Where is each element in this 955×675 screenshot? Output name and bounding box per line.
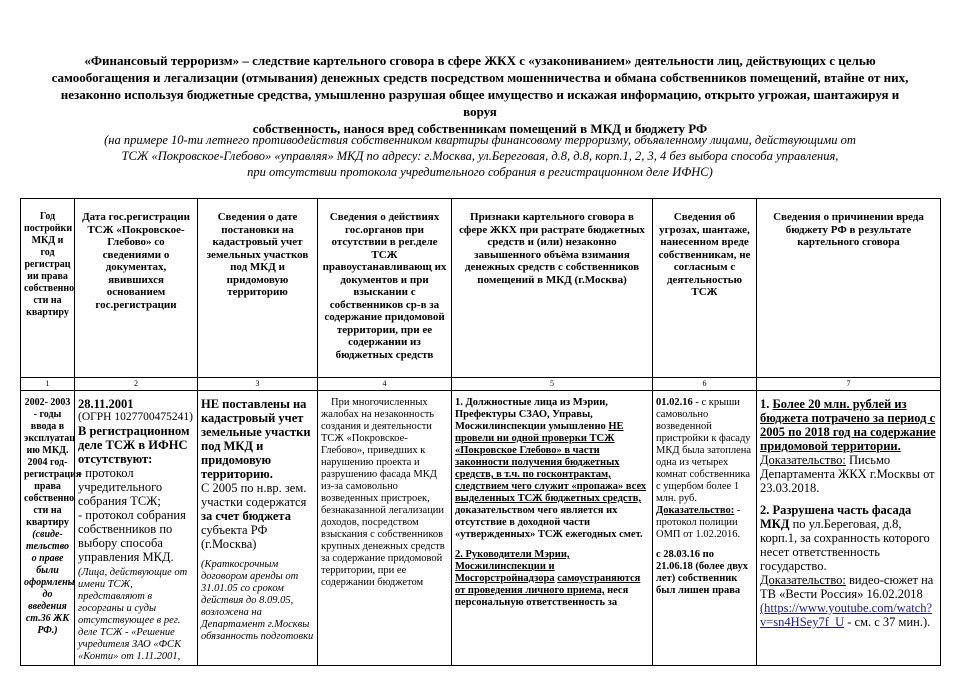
column-number: 1 bbox=[21, 378, 75, 391]
header-cell: Признаки картельного сговора в сфере ЖКХ при растрате бюджетных средств и (или) незаконно завышенного объёма взимания денежных средств с собственников помещений в МКД (г.Москва) bbox=[452, 199, 653, 378]
proof-label: Доказательство: bbox=[656, 505, 735, 516]
cell-gov-actions bbox=[318, 391, 452, 666]
cell-cartel-signs bbox=[452, 391, 653, 666]
proof-text: Письмо Департамента ЖКХ г.Москвы от 23.03.2018. bbox=[760, 453, 935, 495]
column-number: 3 bbox=[198, 378, 318, 391]
cartel-point-2 bbox=[455, 549, 649, 609]
cell-registration bbox=[75, 391, 198, 666]
cartel-point-1-intro: 1. Должностные лица из Мэрии, Префектуры СЗАО, Управы, Мосжилинспекции умышленно bbox=[455, 397, 608, 432]
flood-incident bbox=[656, 397, 753, 505]
harm-point-1-text: Более 20 млн. рублей из бюджета потрачено за период с 2005 по 2018 год на содержание придомовой территории. bbox=[760, 397, 936, 453]
cell-year bbox=[21, 391, 82, 666]
title-line: незаконно используя бюджетные средства, умышленно разрушая общее имущество и искажая информацию, открыто угрожая, шантажируя и bbox=[60, 87, 900, 102]
harm-point-2-number: 2. bbox=[760, 503, 770, 517]
column-number: 5 bbox=[452, 378, 653, 391]
cadastral-status: НЕ поставлены на кадастровый учет земельные участки под МКД и придомовую территорию. bbox=[201, 397, 311, 481]
lease-note: (Краткосрочным договором аренды от 31.01.05 со сроком действия до 8.09.05, возложена на Департамент г.Москвы обязанность подготовки bbox=[201, 559, 314, 642]
column-number: 2 bbox=[75, 378, 198, 391]
harm-point-2-title: Разрушена часть фасада МКД bbox=[760, 503, 912, 531]
subtitle-line: (на примере 10-ти летнего противодействия собственником квартиры финансовому терроризму, объявленному лицами, действующими от bbox=[104, 133, 856, 147]
video-timecode: - см. с 37 мин.). bbox=[847, 615, 931, 629]
document-title bbox=[50, 52, 910, 137]
ogrn-text: (ОГРН 1027700475241) bbox=[78, 411, 193, 423]
document-subtitle bbox=[60, 132, 900, 180]
subject-text: субъекта РФ (г.Москва) bbox=[201, 523, 268, 551]
harm-point-1-proof bbox=[760, 453, 937, 495]
main-table bbox=[20, 198, 941, 666]
gov-actions-text: При многочисленных жалобах на незаконность создания и деятельности ТСЖ «Покровское-Глебово», приведших к нарушению проекта и разрушению фасада МКД из-за самовольно возведенных пристроек, безнаказанной легализации доходов, посредством взыскания с собственников крупных денежных средств за содержание придомовой территории, при ее содержании бюджетом bbox=[321, 397, 445, 588]
column-number: 6 bbox=[653, 378, 757, 391]
cell-cadastral bbox=[198, 391, 318, 666]
cartel-point-2-intro: 2. Руководители Мэрии, Мосжилинспекции и Мосгорстройнадзора bbox=[455, 549, 570, 584]
header-cell: Сведения о действиях гос.органов при отсутствии в рег.деле ТСЖ правоустанавливающ их документов и при взыскании с собственников ср-в за содержание придомовой территории, при ее содержании из бюджетных средств bbox=[318, 199, 452, 378]
harm-point-2-text: по ул.Береговая, д.8, корп.1, за сохранность которого несет ответственность государство. bbox=[760, 517, 930, 573]
budget-text: за счет бюджета bbox=[201, 509, 291, 523]
header-row bbox=[21, 199, 941, 378]
proof-text: видео-сюжет на ТВ «Вести Россия» 16.02.2018 bbox=[760, 573, 934, 601]
cartel-point-2-tail: неся персональную ответственность за bbox=[455, 585, 629, 608]
rights-deprivation: с 28.03.16 по 21.06.18 (более двух лет) собственник был лишен права bbox=[656, 549, 749, 596]
title-line: воруя bbox=[463, 104, 497, 119]
subtitle-line: ТСЖ «Покровское-Глебово» «управляя» МКД по адресу: г.Москва, ул.Береговая, д.8, д.8, корп.1, 2, 3, 4 без выбора способа управления, bbox=[121, 149, 839, 163]
cell-threats bbox=[653, 391, 757, 666]
harm-point-2-proof bbox=[760, 573, 937, 601]
video-link[interactable]: (https://www.youtube.com/watch?v=sn4HSey7f_U bbox=[760, 601, 933, 629]
maintenance-text: С 2005 по н.вр. зем. участки содержатся bbox=[201, 481, 307, 509]
incident-proof bbox=[656, 505, 753, 541]
proof-label: Доказательство: bbox=[760, 453, 846, 467]
header-cell: Сведения о причинении вреда бюджету РФ в результате картельного сговора bbox=[757, 199, 941, 378]
harm-point-1-number: 1. bbox=[760, 397, 770, 411]
proof-label: Доказательство: bbox=[760, 573, 846, 587]
header-cell: Сведения о дате постановки на кадастровый учет земельных участков под МКД и придомовую территорию bbox=[198, 199, 318, 378]
registration-date: 28.11.2001 bbox=[78, 397, 134, 411]
cadastral-text bbox=[201, 481, 314, 551]
column-number-row bbox=[21, 378, 941, 391]
header-cell: Сведения об угрозах, шантаже, нанесенном вреде собственникам, не согласным с деятельностью ТСЖ bbox=[653, 199, 757, 378]
incident-text: - с крыши самовольно возведенной пристройки к фасаду МКД была затоплена одна из четырех комнат собственника с ущербом более 1 млн. руб. bbox=[656, 397, 752, 504]
header-cell: Год постройки МКД и год регистрац ии права собственно сти на квартиру bbox=[21, 199, 75, 378]
incident-date: 01.02.16 bbox=[656, 397, 693, 408]
column-number: 4 bbox=[318, 378, 452, 391]
header-cell: Дата гос.регистрации ТСЖ «Покровское-Глебово» со сведениями о документах, явившихся основанием гос.регистрации bbox=[75, 199, 198, 378]
proof-text: - протокол полиции ОМП от 1.02.2016. bbox=[656, 505, 741, 540]
registration-text: регистрация права собственно сти на квартиру bbox=[24, 469, 82, 528]
certificate-note: (свиде-тельство о праве были оформлены до введения ст.36 ЖК РФ.) bbox=[24, 529, 75, 636]
cartel-point-1-proof: доказательством чего является их отсутствие в доходной части «утвержденных» ТСЖ ежегодных смет. bbox=[455, 505, 643, 540]
harm-point-1 bbox=[760, 397, 937, 453]
title-line: собственность, нанося вред собственникам помещений в МКД и бюджету РФ bbox=[252, 121, 708, 136]
cartel-point-2-emphasis: самоустраняются от проведения личного приема, bbox=[455, 573, 641, 596]
cartel-point-1 bbox=[455, 397, 649, 541]
missing-doc-item: - протокол собрания собственников по выбору способа управления МКД. bbox=[78, 508, 186, 564]
subtitle-line: при отсутствии протокола учредительного собрания в регистрационном деле ИФНС) bbox=[247, 165, 713, 179]
missing-docs-heading: В регистрационном деле ТСЖ в ИФНС отсутствуют: bbox=[78, 424, 190, 466]
video-reference bbox=[760, 601, 937, 629]
title-line: самообогащения и легализации (отмывания) денежных средств посредством мошенничества и обмана собственников помещений, втайне от них, bbox=[51, 70, 909, 85]
title-line: «Финансовый терроризм» – следствие картельного сговора в сфере ЖКХ с «узакониванием» деятельности лиц, действующих с целью bbox=[84, 53, 876, 68]
cartel-point-1-emphasis: НЕ провели ни одной проверки ТСЖ «Покровское Глебово» в части законности получения бюджетных средств, в т.ч. по госконтрактам, следствием чего служит «пропажа» всех выделенных ТСЖ бюджетных средств, bbox=[455, 421, 647, 504]
year-text: 2002- 2003 - годы ввода в эксплуатац ию МКД. 2004 год- bbox=[24, 397, 76, 468]
cell-budget-harm bbox=[757, 391, 941, 666]
founder-note: (Лица, действующие от имени ТСЖ, представляют в госорганы и суды отсутствующее в рег. деле ТСЖ - «Решение учредителя ЗАО «ФСК «Конти» от 1.11.2001, bbox=[78, 567, 188, 662]
column-number: 7 bbox=[757, 378, 941, 391]
table-row bbox=[21, 391, 941, 666]
missing-doc-item: - протокол учредительного собрания ТСЖ; bbox=[78, 466, 163, 508]
harm-point-2 bbox=[760, 503, 937, 573]
